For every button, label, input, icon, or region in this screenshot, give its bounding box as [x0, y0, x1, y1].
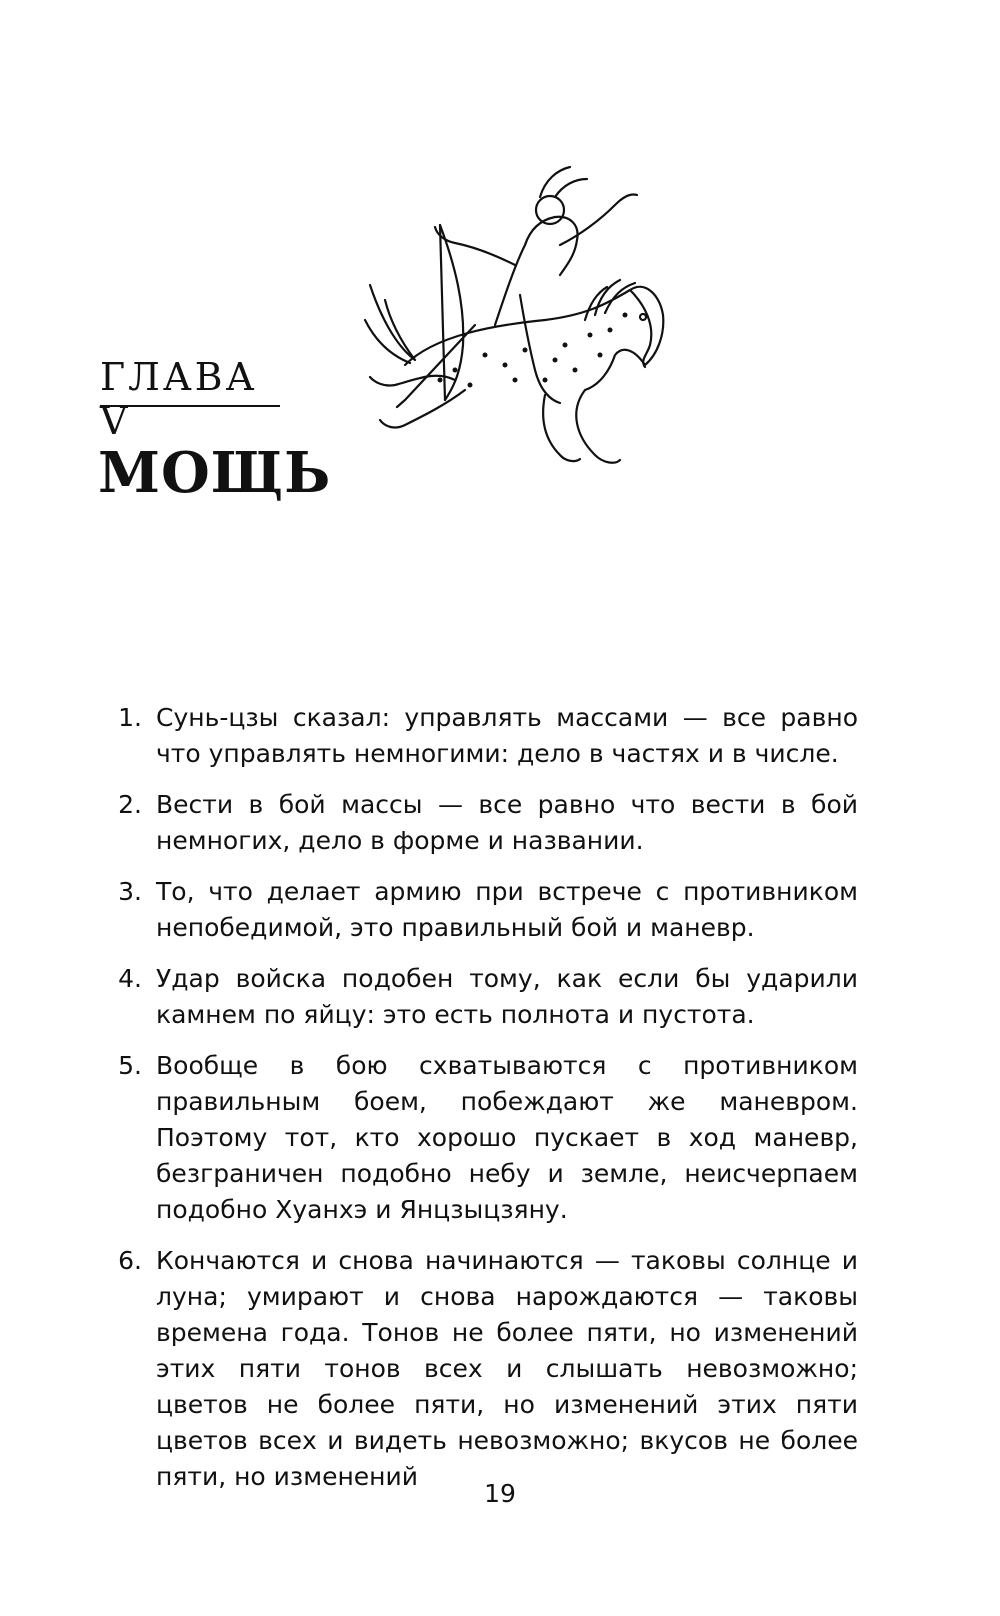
paragraph-text: Кончаются и снова начинаются — таковы солнце и луна; умирают и снова нарождаются — таковы времена года. Тонов не более пяти, но изменений этих пяти тонов всех и слышать невозможно; цветов не более пяти, но изменений этих пяти цветов всех и видеть невозможно; вкусов не более пяти, но изменений [156, 1246, 858, 1491]
chapter-divider [100, 405, 280, 407]
paragraph-item [100, 700, 858, 772]
paragraph-text: То, что делает армию при встрече с противником непобедимой, это правильный бой и маневр. [156, 877, 858, 942]
chapter-label: ГЛАВА V [100, 355, 258, 443]
paragraph-item [100, 787, 858, 859]
page-number: 19 [484, 1479, 516, 1508]
numbered-paragraphs [100, 700, 858, 1510]
paragraph-text: Сунь-цзы сказал: управлять массами — все равно что управлять немногими: дело в частях и в числе. [156, 703, 858, 768]
paragraph-text: Вести в бой массы — все равно что вести в бой немногих, дело в форме и названии. [156, 790, 858, 855]
paragraph-number: 3. [118, 877, 142, 906]
horseman-illustration-icon [345, 155, 695, 490]
paragraph-text: Вообще в бою схватываются с противником правильным боем, побеждают же маневром. Поэтому тот, кто хорошо пускает в ход маневр, безграничен подобно небу и земле, неисчерпаем подобно Хуанхэ и Янцзыцзяну. [156, 1051, 858, 1224]
paragraph-item [100, 874, 858, 946]
paragraph-number: 1. [118, 703, 142, 732]
paragraph-number: 4. [118, 964, 142, 993]
paragraph-number: 2. [118, 790, 142, 819]
chapter-title: МОЩЬ [98, 440, 332, 506]
paragraph-number: 6. [118, 1246, 142, 1275]
paragraph-text: Удар войска подобен тому, как если бы ударили камнем по яйцу: это есть полнота и пустота. [156, 964, 858, 1029]
paragraph-number: 5. [118, 1051, 142, 1080]
paragraph-item [100, 1048, 858, 1228]
paragraph-item [100, 1243, 858, 1495]
paragraph-item [100, 961, 858, 1033]
